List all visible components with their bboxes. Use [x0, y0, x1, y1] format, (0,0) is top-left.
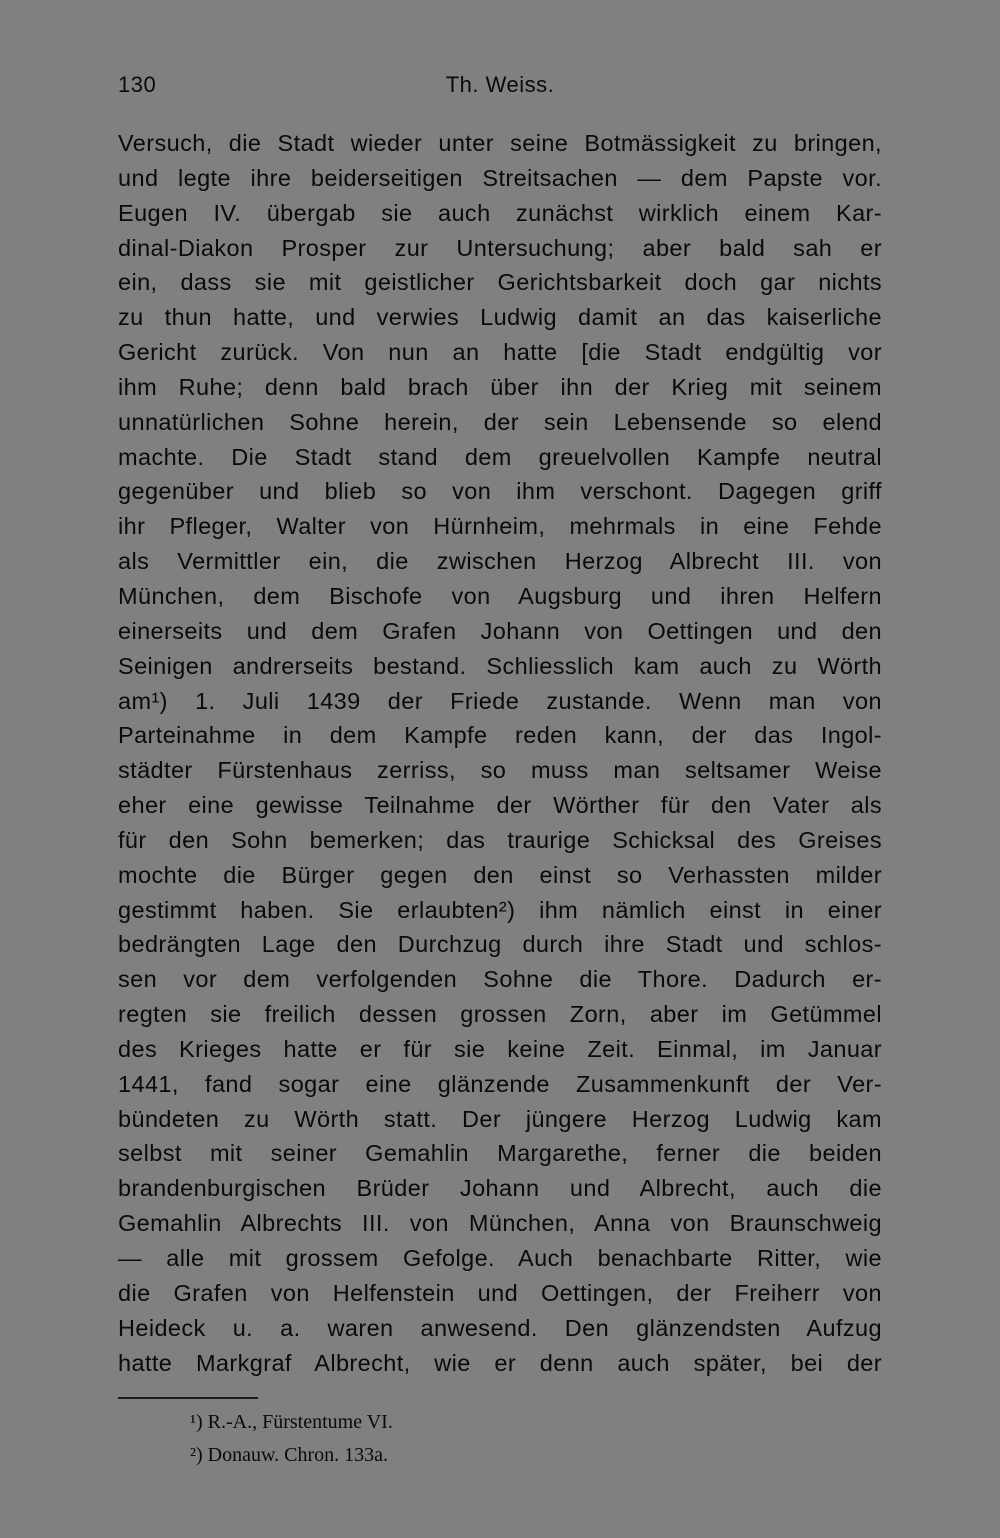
body-text — [118, 126, 882, 1380]
text-line: bündeten zu Wörth statt. Der jüngere Herzog Ludwig kam — [118, 1105, 882, 1132]
text-line: die Grafen von Helfenstein und Oettingen, der Freiherr von — [118, 1279, 882, 1306]
text-line: — alle mit grossem Gefolge. Auch benachbarte Ritter, wie — [118, 1245, 882, 1271]
text-line: ihm Ruhe; denn bald brach über ihn der Krieg mit seinem — [118, 373, 882, 400]
text-line: des Krieges hatte er für sie keine Zeit. Einmal, im Januar — [118, 1035, 882, 1062]
footnote: ¹) R.-A., Fürstentume VI. — [190, 1411, 393, 1433]
text-line: gestimmt haben. Sie erlaubten²) ihm nämlich einst in einer — [118, 896, 882, 923]
text-line: einerseits und dem Grafen Johann von Oettingen und den — [118, 617, 882, 644]
text-line: ihr Pfleger, Walter von Hürnheim, mehrmals in eine Fehde — [118, 513, 882, 540]
text-line: München, dem Bischofe von Augsburg und ihren Helfern — [118, 582, 882, 609]
text-line: am¹) 1. Juli 1439 der Friede zustande. Wenn man von — [118, 687, 882, 714]
text-line: gegenüber und blieb so von ihm verschont. Dagegen griff — [118, 478, 882, 505]
text-line: Versuch, die Stadt wieder unter seine Botmässigkeit zu bringen, — [118, 130, 882, 156]
text-line: selbst mit seiner Gemahlin Margarethe, ferner die beiden — [118, 1140, 882, 1167]
footnote: ²) Donauw. Chron. 133a. — [190, 1444, 388, 1466]
running-title: Th. Weiss. — [445, 72, 555, 97]
text-line: Gemahlin Albrechts III. von München, Anna von Braunschweig — [118, 1210, 882, 1237]
text-line: sen vor dem verfolgenden Sohne die Thore. Dadurch er- — [118, 966, 882, 993]
page-number: 130 — [118, 72, 157, 97]
text-line: Eugen IV. übergab sie auch zunächst wirklich einem Kar- — [118, 199, 882, 226]
text-line: mochte die Bürger gegen den einst so Verhassten milder — [118, 861, 882, 888]
text-line: ein, dass sie mit geistlicher Gerichtsbarkeit doch gar nichts — [118, 269, 882, 296]
text-line: bedrängten Lage den Durchzug durch ihre Stadt und schlos- — [118, 931, 882, 958]
text-line: für den Sohn bemerken; das traurige Schicksal des Greises — [118, 826, 882, 853]
text-line: als Vermittler ein, die zwischen Herzog Albrecht III. von — [118, 548, 882, 575]
text-line: eher eine gewisse Teilnahme der Wörther für den Vater als — [118, 792, 882, 819]
text-line: machte. Die Stadt stand dem greuelvollen Kampfe neutral — [118, 443, 882, 470]
text-line: und legte ihre beiderseitigen Streitsachen — dem Papste vor. — [118, 164, 882, 191]
text-line: Heideck u. a. waren anwesend. Den glänzendsten Aufzug — [118, 1314, 882, 1341]
text-line: brandenburgischen Brüder Johann und Albrecht, auch die — [118, 1175, 882, 1202]
text-line: hatte Markgraf Albrecht, wie er denn auch später, bei der — [118, 1349, 882, 1376]
text-line: Gericht zurück. Von nun an hatte [die Stadt endgültig vor — [118, 339, 882, 366]
text-line: 1441, fand sogar eine glänzende Zusammenkunft der Ver- — [118, 1070, 882, 1097]
running-head — [118, 72, 882, 102]
footnote-divider — [118, 1397, 258, 1399]
text-line: regten sie freilich dessen grossen Zorn, aber im Getümmel — [118, 1001, 882, 1028]
text-line: Seinigen andrerseits bestand. Schliesslich kam auch zu Wörth — [118, 652, 882, 679]
text-line: städter Fürstenhaus zerriss, so muss man seltsamer Weise — [118, 757, 882, 784]
text-line: dinal-Diakon Prosper zur Untersuchung; aber bald sah er — [118, 234, 882, 261]
text-line: Parteinahme in dem Kampfe reden kann, der das Ingol- — [118, 722, 882, 749]
footnotes — [190, 1406, 690, 1472]
text-line: zu thun hatte, und verwies Ludwig damit an das kaiserliche — [118, 304, 882, 331]
text-line: unnatürlichen Sohne herein, der sein Lebensende so elend — [118, 408, 882, 435]
